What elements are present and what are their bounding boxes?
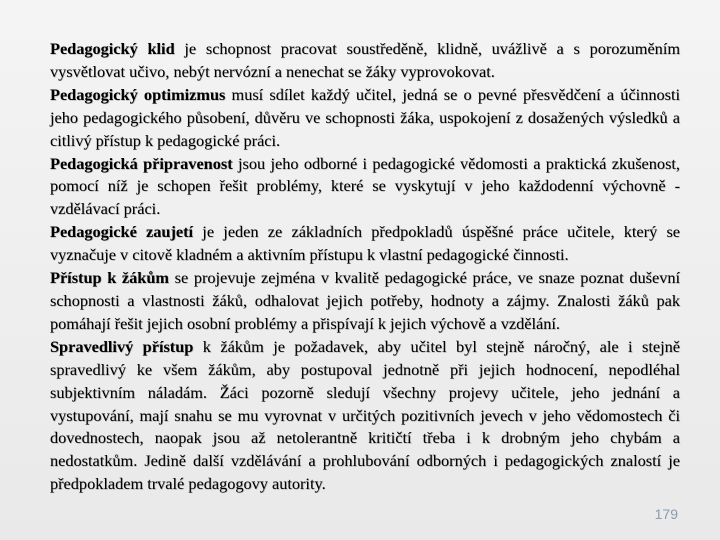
definition-pedagogicka-pripravenost: jsou jeho odborné i pedagogické vědomosti a praktická zkušenost, pomocí níž je schopen řešit problémy, které se vyskytují v jeho každodenní výchovně - vzdělávací práci. [50, 153, 680, 219]
definition-pedagogicky-optimizmus: musí sdílet každý učitel, jedná se o pevné přesvědčení a účinnosti jeho pedagogického působení, důvěru ve schopnosti žáka, uspokojení z dosažených výsledků a citlivý přístup k pedagogické práci. [50, 84, 681, 150]
paragraph-pedagogicky-klid [50, 38, 680, 84]
term-pedagogicke-zaujeti: Pedagogické zaujetí [50, 222, 194, 242]
page-number: 179 [654, 506, 678, 522]
paragraph-pedagogicky-optimizmus [50, 84, 680, 153]
definition-spravedlivy-pristup: k žákům je požadavek, aby učitel byl stejně náročný, ale i stejně spravedlivý ke všem žákům, aby postupoval jednotně při jejich hodnocení, nepodléhal subjektivním náladám. Žáci pozorně sledují všechny projevy učitele, jeho jednání a vystupování, mají snahu se mu vyrovnat v určitých pozitivních jevech v jeho vědomostech či dovednostech, naopak jsou až netolerantně kritičtí třeba i k drobným jeho chybám a nedostatkům. Jedině další vzdělávání a prohlubování odborných i pedagogických znalostí je předpokladem trvalé pedagogovy autority. [50, 336, 680, 494]
definition-pristup-k-zakum: se projevuje zejména v kvalitě pedagogické práce, ve snaze poznat duševní schopnosti a vlastnosti žáků, odhalovat jejich potřeby, hodnoty a zájmy. Znalosti žáků pak pomáhají řešit jejich osobní problémy a přispívají k jejich výchově a vzdělání. [50, 268, 680, 333]
paragraph-pedagogicka-pripravenost [50, 153, 680, 222]
term-pedagogicky-optimizmus: Pedagogický optimizmus [50, 84, 226, 104]
paragraph-spravedlivy-pristup [50, 336, 680, 496]
paragraph-pristup-k-zakum [50, 267, 680, 336]
term-pristup-k-zakum: Přístup k žákům [50, 268, 169, 288]
paragraph-pedagogicke-zaujeti [50, 221, 680, 267]
text-body [50, 38, 680, 496]
definition-pedagogicke-zaujeti: je jeden ze základních předpokladů úspěšné práce učitele, který se vyznačuje v citově kladném a aktivním přístupu k vlastní pedagogické činnosti. [50, 222, 681, 265]
term-pedagogicka-pripravenost: Pedagogická připravenost [50, 153, 233, 173]
term-pedagogicky-klid: Pedagogický klid [50, 39, 175, 58]
definition-pedagogicky-klid: je schopnost pracovat soustředěně, klidně, uvážlivě a s porozuměním vysvětlovat učivo, nebýt nervózní a nenechat se žáky vyprovokovat. [50, 39, 681, 81]
term-spravedlivy-pristup: Spravedlivý přístup [50, 336, 194, 356]
